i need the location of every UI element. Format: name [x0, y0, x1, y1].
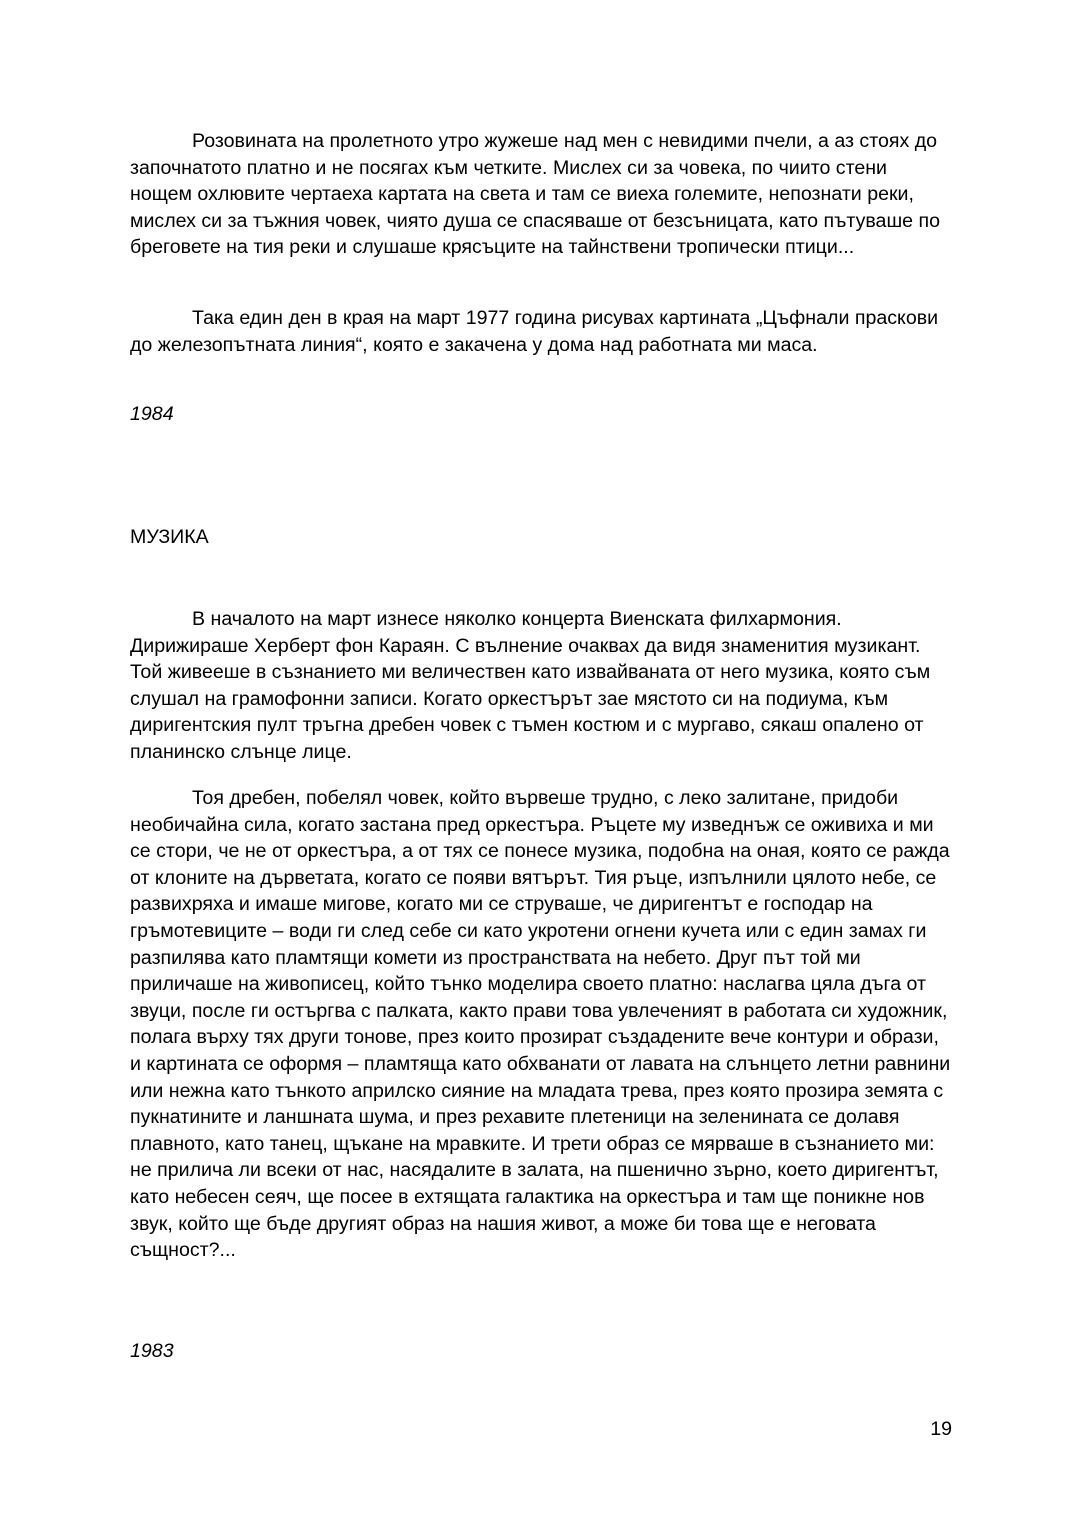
paragraph-painting: Така един ден в края на март 1977 година рисувах картината „Цъфнали праскови до железопътната линия“, която е закачена у дома над работната ми маса.	[130, 307, 939, 356]
paragraph-vienna-concert: В началото на март изнесе няколко концерта Виенската филхармония. Дирижираше Херберт фон Караян. С вълнение очаквах да видя знаменития музикант. Той живееше в съзнанието ми величествен като извайваната от него музика, която съм слушал на грамофонни записи. Когато оркестърът зае мястото си на подиума, към диригентския пулт тръгна дребен човек с тъмен костюм и с мургаво, сякаш опалено от планинско слънце лице.	[130, 608, 931, 763]
section-title: МУЗИКА	[130, 526, 209, 548]
paragraph-spring-morning: Розовината на пролетното утро жужеше над мен с невидими пчели, а аз стоях до започнатото платно и не посягах към четките. Мислех си за човека, по чиито стени нощем охлювите чертаеха картата на света и там се виеха големите, непознати реки, мислех си за тъжния човек, чиято душа се спасяваше от безсъницата, като пътуваше по бреговете на тия реки и слушаше крясъците на тайнствени тропически птици...	[130, 130, 941, 259]
page-number: 19	[930, 1418, 952, 1440]
paragraph-conductor: Тоя дребен, побелял човек, който вървеше трудно, с леко залитане, придоби необичайна сила, когато застана пред оркестъра. Ръцете му изведнъж се оживиха и ми се стори, че не от оркестъра, а от тях се понесе музика, подобна на оная, която се ражда от клоните на дърветата, когато се появи вятърът. Тия ръце, изпълнили цялото небе, се развихряха и имаше мигове, когато ми се струваше, че диригентът е господар на гръмотевиците – води ги след себе си като укротени огнени кучета или с един замах ги разпилява като пламтящи комети из пространствата на небето. Друг път той ми приличаше на живописец, който тънко моделира своето платно: наслагва цяла дъга от звуци, после ги остъргва с палката, както прави това увлеченият в работата си художник, полага върху тях други тонове, през които прозират създадените вече контури и образи, и картината се оформя – пламтяща като обхванати от лавата на слънцето летни равнини или нежна като тънкото априлско сияние на младата трева, през която прозира земята с пукнатините и ланшната шума, и през рехавите плетеници на зеленината се долавя плавното, като танец, щъкане на мравките. И трети образ се мярваше в съзнанието ми: не прилича ли всеки от нас, насядалите в залата, на пшенично зърно, което диригентът, като небесен сеяч, ще посее в ехтящата галактика на оркестъра и там ще поникне нов звук, който ще бъде другият образ на нашия живот, а може би това ще е неговата същност?...	[130, 787, 951, 1262]
year-1983: 1983	[130, 1340, 174, 1362]
year-1984: 1984	[130, 403, 174, 425]
